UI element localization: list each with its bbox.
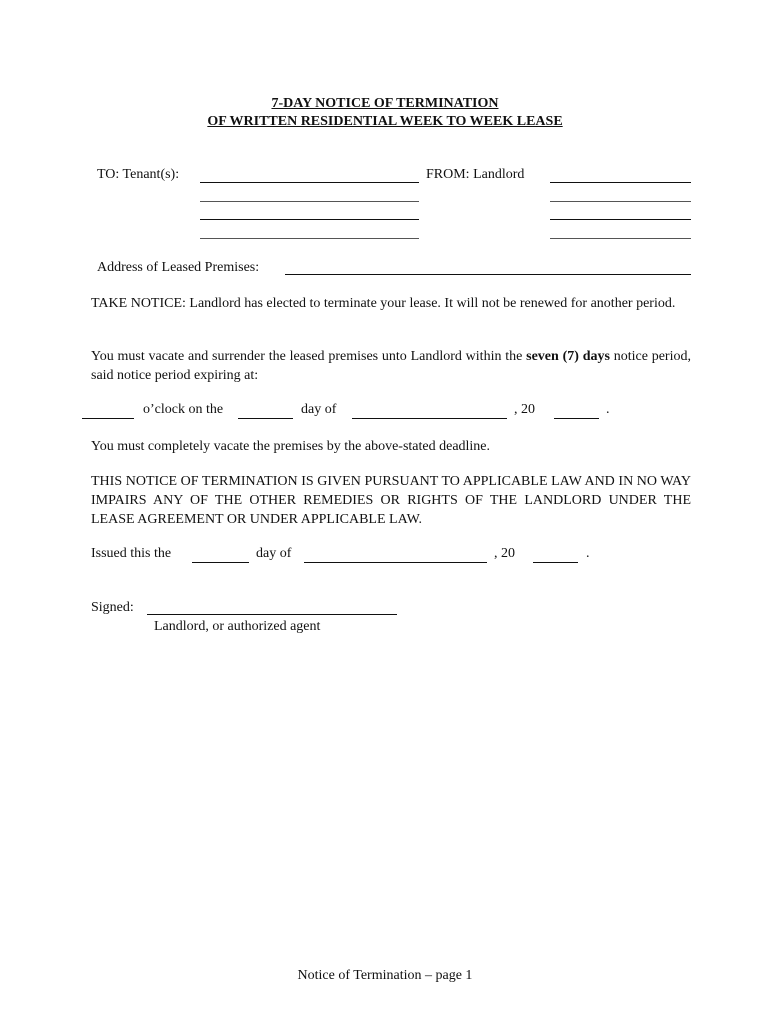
signed-label: Signed: <box>91 600 134 615</box>
issued-label: Issued this the <box>91 546 172 561</box>
address-label: Address of Leased Premises: <box>97 260 260 275</box>
expiry-year-blank[interactable] <box>554 418 599 419</box>
address-line[interactable] <box>285 274 691 275</box>
landlord-name-line-1[interactable] <box>550 182 691 183</box>
expiry-day-blank[interactable] <box>238 418 293 419</box>
issued-day-of-text: day of <box>256 546 292 561</box>
oclock-text: o’clock on the <box>143 402 224 417</box>
title-line-1: 7-DAY NOTICE OF TERMINATION <box>271 96 499 111</box>
tenant-name-line-2[interactable] <box>200 201 419 202</box>
issued-year-blank[interactable] <box>533 562 578 563</box>
signature-line[interactable] <box>147 614 397 615</box>
take-notice-paragraph: TAKE NOTICE: Landlord has elected to terminate your lease. It will not be renewed for another period. <box>91 296 676 311</box>
deadline-paragraph: You must completely vacate the premises by the above-stated deadline. <box>91 439 491 454</box>
issued-day-blank[interactable] <box>192 562 249 563</box>
tenant-name-line-4[interactable] <box>200 238 419 239</box>
to-tenants-label: TO: Tenant(s): <box>97 167 180 182</box>
signer-caption: Landlord, or authorized agent <box>154 619 321 634</box>
expiry-month-blank[interactable] <box>352 418 507 419</box>
expiry-day-of-text: day of <box>301 402 337 417</box>
law-paragraph: THIS NOTICE OF TERMINATION IS GIVEN PURSUANT TO APPLICABLE LAW AND IN NO WAY IMPAIRS ANY OF THE OTHER REMEDIES OR RIGHTS OF THE LANDLORD UNDER THE LEASE AGREEMENT OR UNDER APPLICABLE LAW. <box>91 474 691 527</box>
from-landlord-label: FROM: Landlord <box>426 167 525 182</box>
expiry-hour-blank[interactable] <box>82 418 134 419</box>
title-line-2: OF WRITTEN RESIDENTIAL WEEK TO WEEK LEASE <box>207 114 563 129</box>
landlord-name-line-2[interactable] <box>550 201 691 202</box>
expiry-end-period: . <box>606 402 610 417</box>
vacate-text-after: notice period, said notice period expiring at: <box>91 349 691 383</box>
vacate-paragraph <box>91 347 691 385</box>
issued-end-period: . <box>586 546 590 561</box>
tenant-name-line-1[interactable] <box>200 182 419 183</box>
vacate-text-before: You must vacate and surrender the leased premises unto Landlord within the <box>91 349 527 364</box>
issued-month-blank[interactable] <box>304 562 487 563</box>
page-footer: Notice of Termination – page 1 <box>297 968 473 983</box>
tenant-name-line-3[interactable] <box>200 219 419 220</box>
landlord-name-line-4[interactable] <box>550 238 691 239</box>
expiry-year-prefix: , 20 <box>514 402 535 417</box>
issued-year-prefix: , 20 <box>494 546 515 561</box>
seven-days-emphasis: seven (7) days <box>526 349 610 364</box>
landlord-name-line-3[interactable] <box>550 219 691 220</box>
